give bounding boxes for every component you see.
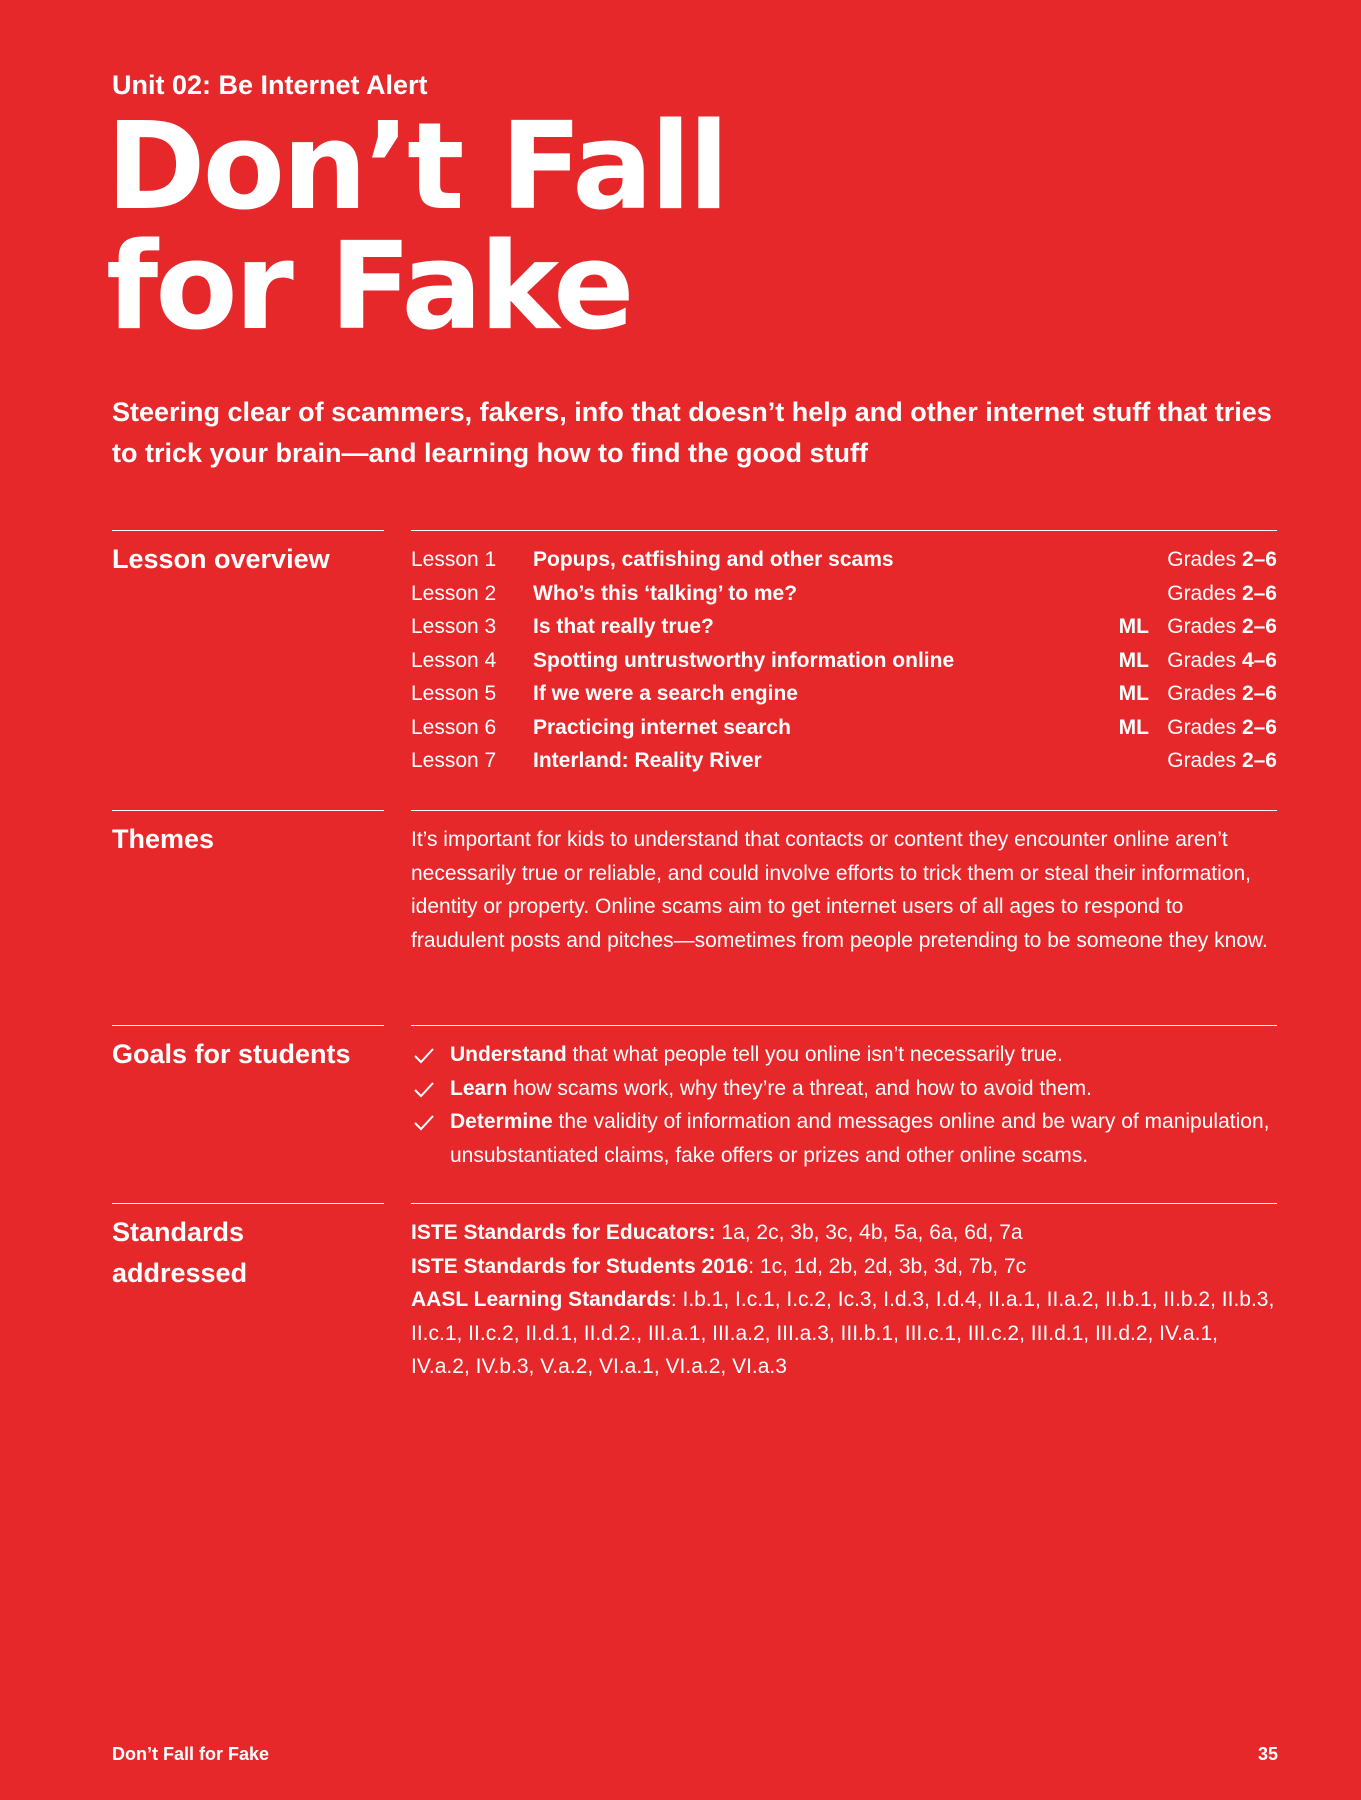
themes-label: Themes [112,810,384,860]
lesson-title: Popups, catfishing and other scams [533,548,894,571]
lesson-row [411,577,1277,611]
page-title-line-2: for Fake [106,218,632,357]
lesson-list [411,530,1277,778]
grades-range: 2–6 [1241,548,1277,571]
page-number: 35 [1257,1744,1278,1764]
standard-name: ISTE Standards for Students 2016 [411,1254,749,1278]
page-subtitle: Steering clear of scammers, fakers, info that doesn’t help and other internet stuff that tries to trick your brain—and learning how to find the good stuff [112,397,1272,468]
lesson-title: Interland: Reality River [533,749,762,772]
lesson-row [411,744,1277,778]
goals-label: Goals for students [112,1025,384,1075]
standard-item [411,1216,1277,1250]
lesson-grades [1167,543,1277,577]
page-title [106,98,727,357]
goal-text: the validity of information and messages online and be wary of manipulation, unsubstantiated claims, fake offers or prizes and other online scams. [450,1110,1270,1167]
lesson-grades [1167,644,1277,678]
media-literacy-badge: ML [1118,615,1149,638]
standards-label: Standards addressed [112,1203,384,1294]
lesson-row [411,543,1277,577]
grades-range: 2–6 [1241,715,1277,739]
grades-range: 2–6 [1241,749,1277,772]
grades-label: Grades [1167,581,1237,605]
grades-range: 2–6 [1241,682,1277,705]
themes-text: It’s important for kids to understand that contacts or content they encounter online aren’t necessarily true or reliable, and could involve efforts to trick them or steal their information, identity or property. Online scams aim to get internet users of all ages to respond to fraudulent posts and pitches—sometimes from people pretending to be someone they know. [411,810,1277,957]
lesson-grades [1167,610,1277,644]
goal-item [411,1105,1277,1172]
grades-label: Grades [1167,648,1237,672]
lesson-number: Lesson 3 [411,615,497,638]
goal-text: that what people tell you online isn’t necessarily true. [566,1043,1063,1066]
standard-codes: 1a, 2c, 3b, 3c, 4b, 5a, 6a, 6d, 7a [715,1221,1023,1244]
lesson-number: Lesson 2 [411,581,497,605]
goal-keyword: Learn [450,1076,508,1100]
standards-list [411,1203,1277,1384]
standard-item [411,1283,1277,1384]
page-title-line-1: Don’t Fall [106,98,727,237]
standard-name: ISTE Standards for Educators: [411,1221,716,1244]
lesson-title: Is that really true? [533,615,714,638]
grades-label: Grades [1167,749,1237,772]
lesson-number: Lesson 7 [411,749,497,772]
goal-keyword: Understand [450,1043,567,1066]
standard-codes: : I.b.1, I.c.1, I.c.2, Ic.3, I.d.3, I.d.4, II.a.1, II.a.2, II.b.1, II.b.2, II.b.3, II.c.1, II.c.2, II.d.1, II.d.2., III.a.1, III.a.2, III.a.3, III.b.1, III.c.1, III.c.2, III.d.1, III.d.2, IV.a.1, IV.a.2, IV.b.3, V.a.2, VI.a.1, VI.a.2, VI.a.3 [411,1288,1275,1378]
lesson-title: Spotting untrustworthy information online [533,648,955,672]
media-literacy-badge: ML [1118,648,1149,672]
lesson-row [411,711,1277,745]
lesson-overview-label: Lesson overview [112,530,384,580]
lesson-grades [1167,744,1277,778]
grades-range: 2–6 [1241,581,1277,605]
lesson-number: Lesson 4 [411,648,497,672]
lesson-grades [1167,677,1277,711]
grades-label: Grades [1167,615,1237,638]
media-literacy-badge: ML [1118,715,1149,739]
goal-keyword: Determine [450,1110,553,1133]
lesson-title: Who’s this ‘talking’ to me? [533,581,798,605]
grades-label: Grades [1167,715,1237,739]
goal-list [411,1025,1277,1172]
footer-title: Don’t Fall for Fake [112,1744,270,1764]
lesson-row [411,610,1277,644]
lesson-title: Practicing internet search [533,715,791,739]
lesson-grades [1167,711,1277,745]
grades-label: Grades [1167,548,1237,571]
standard-item [411,1250,1277,1284]
grades-range: 4–6 [1241,648,1277,672]
lesson-number: Lesson 6 [411,715,497,739]
goal-text: how scams work, why they’re a threat, and how to avoid them. [507,1076,1092,1100]
lesson-grades [1167,577,1277,611]
unit-label: Unit 02: Be Internet Alert [112,70,428,100]
lesson-number: Lesson 1 [411,548,497,571]
standard-codes: : 1c, 1d, 2b, 2d, 3b, 3d, 7b, 7c [748,1254,1027,1278]
goal-item [411,1038,1277,1072]
grades-label: Grades [1167,682,1237,705]
lesson-title: If we were a search engine [533,682,798,705]
check-icon [413,1047,435,1065]
goal-item [411,1072,1277,1106]
lesson-row [411,644,1277,678]
check-icon [413,1081,435,1099]
media-literacy-badge: ML [1118,682,1149,705]
grades-range: 2–6 [1241,615,1277,638]
check-icon [413,1114,435,1132]
lesson-row [411,677,1277,711]
lesson-number: Lesson 5 [411,682,497,705]
standard-name: AASL Learning Standards [411,1288,671,1311]
